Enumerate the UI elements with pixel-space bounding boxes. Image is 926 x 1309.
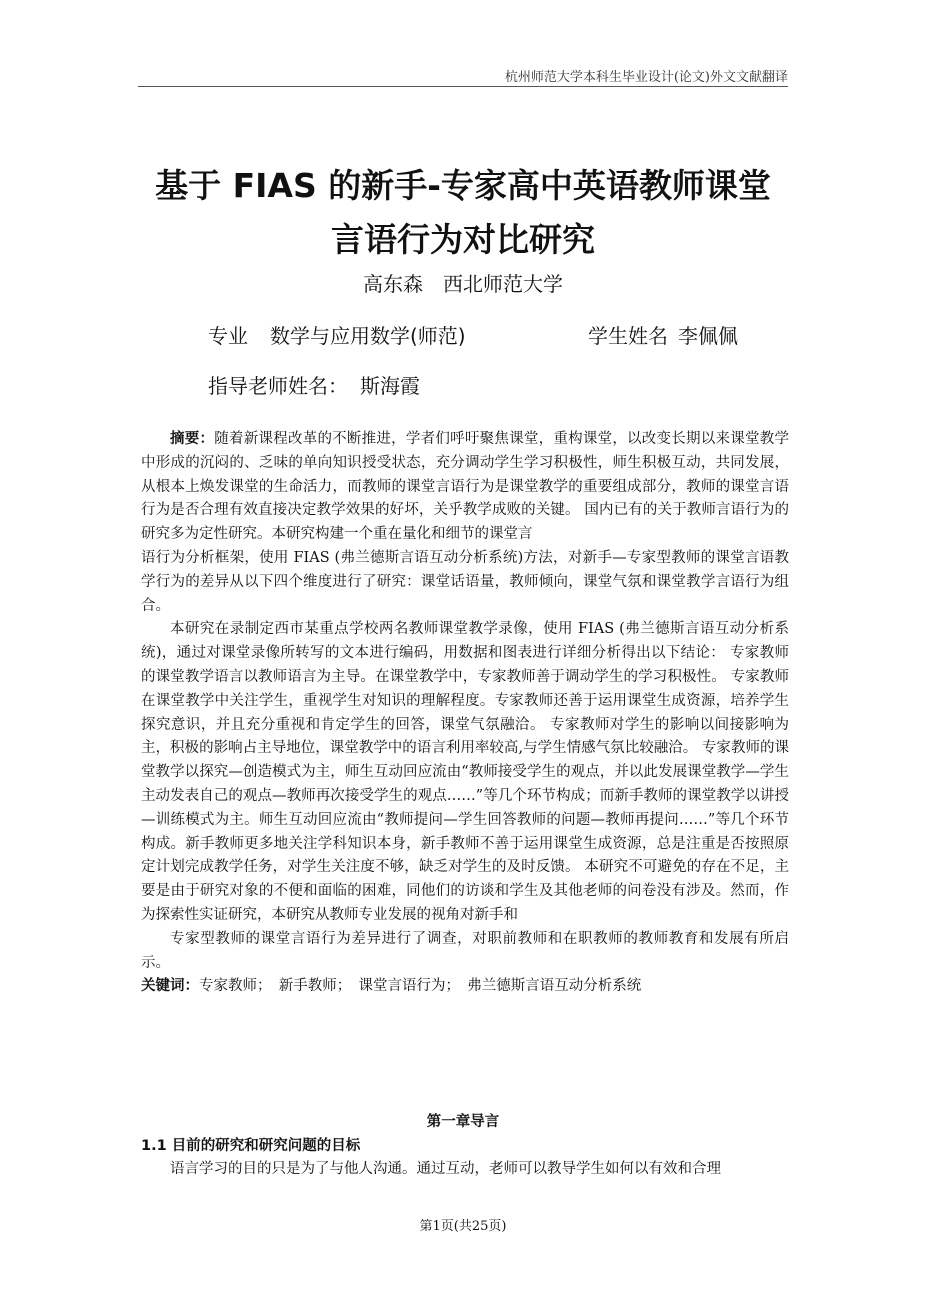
paper-title xyxy=(100,159,826,267)
keywords-label: 关键词： xyxy=(141,978,199,995)
abstract-paragraph-1 xyxy=(141,428,789,547)
major-value: 数学与应用数学(师范) xyxy=(270,324,466,348)
section-heading: 1.1 目前的研究和研究问题的目标 xyxy=(141,1138,361,1154)
abstract-paragraph-3: 本研究在录制定西市某重点学校两名教师课堂教学录像，使用 FIAS (弗兰德斯言语互动分析系统)，通过对课堂录像所转写的文本进行编码，用数据和图表进行详细分析得出以下结论： 专家教师的课堂教学语言以教师语言为主导。在课堂教学中，专家教师善于调动学生的学习积极性。 专家教师在课堂教学中关注学生，重视学生对知识的理解程度。专家教师还善于运用课堂生成资源，培养学生探究意识，并且充分重视和肯定学生的回答，课堂气氛融洽。 专家教师对学生的影响以间接影响为主，积极的影响占主导地位，课堂教学中的语言利用率较高,与学生情感气氛比较融洽。 专家教师的课堂教学以探究—创造模式为主，师生互动回应流由“教师接受学生的观点，并以此发展课堂教学—学生主动发表自己的观点—教师再次接受学生的观点……”等几个环节构成；而新手教师的课堂教学以讲授—训练模式为主。师生互动回应流由“教师提问—学生回答教师的问题—教师再提问……”等几个环节构成。新手教师更多地关注学科知识本身，新手教师不善于运用课堂生成资源，总是注重是否按照原定计划完成教学任务，对学生关注度不够，缺乏对学生的及时反馈。 本研究不可避免的存在不足，主要是由于研究对象的不便和面临的困难，同他们的访谈和学生及其他老师的问卷没有涉及。然而，作为探索性实证研究，本研究从教师专业发展的视角对新手和 xyxy=(141,621,789,923)
intro-paragraph: 语言学习的目的只是为了与他人沟通。通过互动，老师可以教导学生如何以有效和合理 xyxy=(170,1161,721,1177)
header-rule xyxy=(138,86,788,87)
abstract-paragraph-2: 语行为分析框架，使用 FIAS (弗兰德斯言语互动分析系统)方法，对新手—专家型教师的课堂言语教学行为的差异从以下四个维度进行了研究：课堂话语量，教师倾向，课堂气氛和课堂教学言语行为组合。 xyxy=(141,549,789,614)
abstract-label: 摘要： xyxy=(170,431,215,447)
abstract-paragraph-4: 专家型教师的课堂言语行为差异进行了调查，对职前教师和在职教师的教师教育和发展有所启示。 xyxy=(141,930,789,971)
abstract-section xyxy=(141,428,789,999)
title-line-2: 言语行为对比研究 xyxy=(331,220,595,259)
major-label: 专业 xyxy=(208,324,248,348)
keywords-line xyxy=(141,975,789,999)
author-line: 高东森 西北师范大学 xyxy=(363,272,563,296)
advisor-label: 指导老师姓名： xyxy=(208,374,348,398)
running-header: 杭州师范大学本科生毕业设计(论文)外文文献翻译 xyxy=(504,70,788,85)
advisor-field xyxy=(208,370,420,399)
major-field xyxy=(208,320,466,349)
chapter-heading: 第一章导言 xyxy=(426,1114,500,1130)
student-value: 李佩佩 xyxy=(678,324,738,348)
page-footer: 第1页(共25页) xyxy=(419,1219,507,1234)
student-label: 学生姓名 xyxy=(588,324,668,348)
advisor-value: 斯海霞 xyxy=(360,374,420,398)
abstract-text-1: 随着新课程改革的不断推进，学者们呼吁聚焦课堂，重构课堂，以改变长期以来课堂教学中形成的沉闷的、乏味的单向知识授受状态，充分调动学生学习积极性，师生积极互动，共同发展，从根本上焕发课堂的生命活力，而教师的课堂言语行为是课堂教学的重要组成部分，教师的课堂言语行为是否合理有效直接决定教学效果的好坏，关乎教学成败的关键。 国内已有的关于教师言语行为的研究多为定性研究。本研究构建一个重在量化和细节的课堂言 xyxy=(141,431,789,543)
title-line-1: 基于 FIAS 的新手-专家高中英语教师课堂 xyxy=(155,166,771,205)
keywords-text: 专家教师； 新手教师； 课堂言语行为； 弗兰德斯言语互动分析系统 xyxy=(199,978,642,995)
student-field xyxy=(588,320,738,349)
